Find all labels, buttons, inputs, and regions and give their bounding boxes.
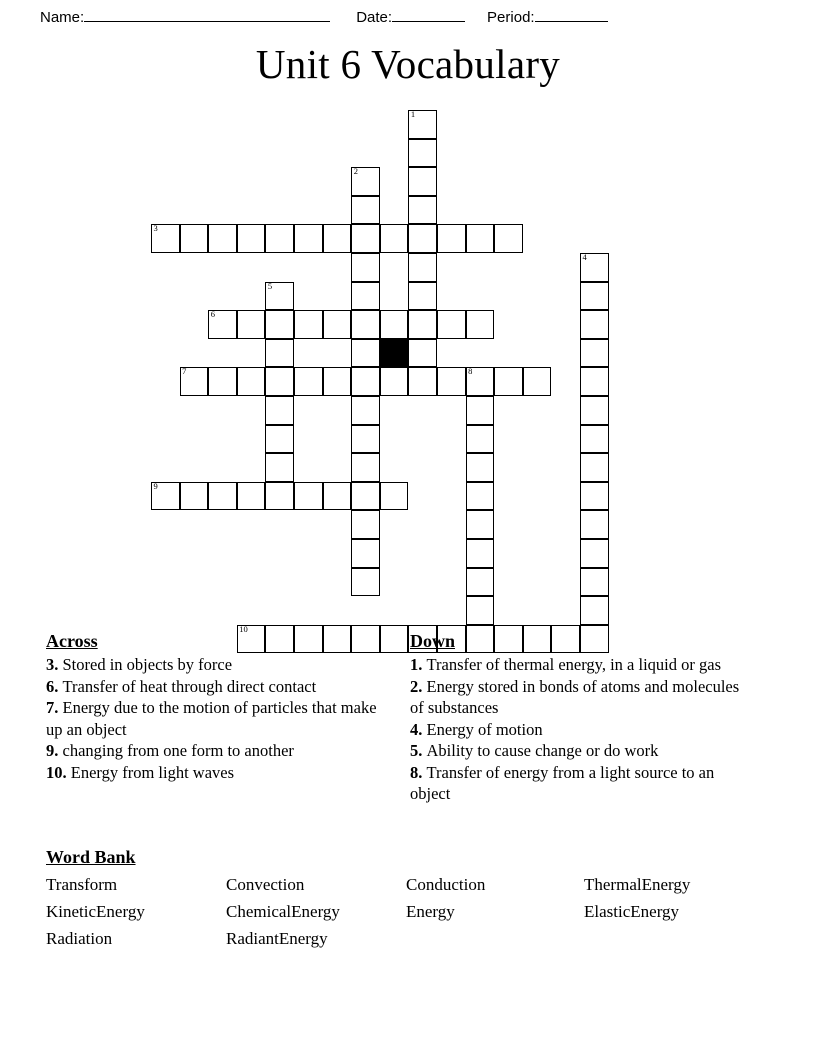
crossword-cell[interactable] (351, 196, 380, 225)
crossword-cell[interactable] (351, 282, 380, 311)
clue-number: 1. (410, 655, 427, 674)
crossword-cell[interactable] (466, 510, 495, 539)
word-bank-word: Conduction (406, 875, 486, 894)
across-heading: Across (46, 631, 98, 651)
page-title: Unit 6 Vocabulary (255, 41, 561, 87)
crossword-cell[interactable] (466, 310, 495, 339)
crossword-cell[interactable] (265, 453, 294, 482)
crossword-cell[interactable] (466, 367, 495, 396)
crossword-cell[interactable] (237, 482, 266, 511)
crossword-cell-number: 2 (353, 166, 358, 177)
crossword-cell[interactable] (408, 110, 437, 139)
crossword-cell[interactable] (466, 568, 495, 597)
clue-text: Energy due to the motion of particles that make up an object (46, 698, 377, 739)
word-bank-word: KineticEnergy (46, 902, 145, 921)
word-bank-word: Transform (46, 875, 118, 894)
crossword-cell-number: 1 (410, 109, 416, 119)
crossword-cell-number: 3 (153, 223, 158, 234)
word-bank-word: ThermalEnergy (584, 875, 691, 894)
crossword-cell[interactable] (180, 224, 209, 253)
crossword-cell[interactable] (580, 339, 609, 368)
crossword-cell[interactable] (351, 253, 380, 282)
crossword-cell[interactable] (408, 282, 437, 311)
crossword-cell[interactable] (265, 367, 294, 396)
crossword-cell[interactable] (580, 367, 609, 396)
clue-item (46, 740, 396, 762)
crossword-cell[interactable] (523, 367, 552, 396)
date-field[interactable] (356, 8, 465, 26)
crossword-cell[interactable] (380, 224, 409, 253)
word-bank-word: Convection (226, 875, 305, 894)
clue-item (46, 654, 396, 676)
crossword-cell-number: 8 (468, 366, 473, 377)
word-bank-empty (584, 925, 764, 952)
crossword-cell[interactable] (408, 196, 437, 225)
clue-item (46, 762, 396, 784)
clue-text: Transfer of heat through direct contact (62, 676, 317, 696)
crossword-cell[interactable] (437, 224, 466, 253)
crossword-cell[interactable] (351, 339, 380, 368)
crossword-cell[interactable] (380, 310, 409, 339)
date-label: Date: (356, 9, 393, 26)
name-label: Name: (40, 9, 85, 26)
across-clues-column (46, 630, 396, 783)
crossword-cell[interactable] (437, 367, 466, 396)
crossword-cell[interactable] (408, 253, 437, 282)
crossword-cell[interactable] (323, 367, 352, 396)
clue-text: Energy stored in bonds of atoms and molecules of substances (410, 676, 740, 717)
clue-number: 3. (46, 655, 63, 674)
crossword-cell-number: 5 (267, 280, 273, 291)
clue-item (410, 676, 755, 719)
date-blank-rule[interactable] (392, 8, 465, 22)
crossword-cell[interactable] (237, 310, 266, 339)
crossword-cell[interactable] (437, 310, 466, 339)
crossword-cell[interactable] (408, 310, 437, 339)
clue-number: 5. (410, 741, 427, 760)
crossword-cell[interactable] (408, 139, 437, 168)
across-clue-list (46, 654, 396, 783)
crossword-cell[interactable] (208, 482, 237, 511)
crossword-cell[interactable] (408, 367, 437, 396)
crossword-cell[interactable] (466, 596, 495, 625)
crossword-cell[interactable] (380, 482, 409, 511)
down-clue-list (410, 654, 755, 805)
word-bank-heading: Word Bank (46, 847, 136, 867)
clue-item (46, 676, 396, 698)
crossword-cell[interactable] (294, 224, 323, 253)
crossword-cell[interactable] (351, 539, 380, 568)
down-heading: Down (410, 631, 456, 651)
crossword-block-cell (380, 339, 409, 368)
crossword-cell[interactable] (580, 568, 609, 597)
crossword-cell[interactable] (580, 482, 609, 511)
name-field[interactable] (40, 8, 330, 26)
crossword-cell[interactable] (208, 310, 237, 339)
word-bank-grid (46, 871, 776, 952)
crossword-cell[interactable] (265, 224, 294, 253)
crossword-cell[interactable] (265, 339, 294, 368)
crossword-cell[interactable] (494, 367, 523, 396)
clue-text: Energy of motion (426, 719, 543, 739)
crossword-cell-number: 10 (239, 623, 248, 634)
crossword-cell[interactable] (351, 310, 380, 339)
crossword-cell[interactable] (265, 425, 294, 454)
crossword-cell[interactable] (208, 224, 237, 253)
crossword-cell[interactable] (580, 310, 609, 339)
crossword-cell-number: 6 (210, 309, 215, 320)
crossword-cell[interactable] (466, 453, 495, 482)
clue-text: Energy from light waves (70, 762, 235, 782)
word-bank-word: ElasticEnergy (584, 902, 680, 921)
clue-item (46, 697, 396, 740)
crossword-cell[interactable] (351, 396, 380, 425)
clues-section (0, 630, 816, 840)
period-blank-rule[interactable] (535, 8, 608, 22)
crossword-cell[interactable] (323, 482, 352, 511)
crossword-cell[interactable] (265, 482, 294, 511)
crossword-cell[interactable] (351, 224, 380, 253)
crossword-cell[interactable] (580, 425, 609, 454)
word-bank-section (46, 845, 776, 952)
crossword-cell[interactable] (294, 367, 323, 396)
crossword-cell[interactable] (237, 224, 266, 253)
crossword-cell[interactable] (323, 310, 352, 339)
worksheet-header (0, 0, 816, 26)
crossword-cell[interactable] (351, 367, 380, 396)
clue-text: Stored in objects by force (62, 655, 233, 674)
crossword-cell[interactable] (351, 568, 380, 597)
clue-item (410, 654, 755, 676)
crossword-cell[interactable] (265, 310, 294, 339)
clue-text: Transfer of thermal energy, in a liquid or gas (426, 655, 721, 674)
crossword-cell-number: 7 (182, 366, 187, 377)
crossword-cell[interactable] (380, 367, 409, 396)
crossword-cell[interactable] (466, 425, 495, 454)
crossword-cell[interactable] (351, 167, 380, 196)
clue-text: Transfer of energy from a light source to an object (410, 762, 715, 803)
clue-number: 2. (410, 676, 427, 696)
crossword-cell[interactable] (580, 282, 609, 311)
word-bank-empty (406, 925, 584, 952)
clue-text: changing from one form to another (62, 741, 294, 760)
crossword-cell[interactable] (466, 539, 495, 568)
crossword-cell[interactable] (580, 596, 609, 625)
crossword-cell[interactable] (208, 367, 237, 396)
crossword-cell[interactable] (408, 167, 437, 196)
crossword-cell-number: 9 (153, 480, 158, 491)
crossword-cell-number: 4 (582, 252, 587, 262)
crossword-cell[interactable] (580, 539, 609, 568)
crossword-cell[interactable] (180, 367, 209, 396)
word-bank-word: Radiation (46, 929, 113, 948)
period-label: Period: (487, 9, 535, 26)
crossword-cell[interactable] (294, 310, 323, 339)
crossword-cell[interactable] (580, 510, 609, 539)
crossword-cell[interactable] (494, 224, 523, 253)
crossword-cell[interactable] (151, 482, 180, 511)
crossword-cell[interactable] (151, 224, 180, 253)
crossword-cell[interactable] (265, 396, 294, 425)
crossword-cell[interactable] (294, 482, 323, 511)
crossword-cell[interactable] (237, 367, 266, 396)
crossword-cell[interactable] (408, 224, 437, 253)
clue-text: Ability to cause change or do work (426, 741, 659, 760)
crossword-cell[interactable] (351, 425, 380, 454)
clue-number: 9. (46, 741, 63, 760)
crossword-cell[interactable] (580, 453, 609, 482)
crossword-cell[interactable] (408, 339, 437, 368)
word-bank-word: Energy (406, 902, 455, 921)
clue-number: 6. (46, 676, 63, 696)
clue-number: 7. (46, 698, 63, 717)
crossword-grid[interactable] (151, 109, 611, 634)
clue-item (410, 740, 755, 762)
crossword-cell[interactable] (180, 482, 209, 511)
clue-number: 4. (410, 719, 427, 739)
name-blank-rule[interactable] (84, 8, 330, 22)
clue-item (410, 719, 755, 741)
period-field[interactable] (487, 8, 608, 26)
crossword-cell[interactable] (466, 396, 495, 425)
crossword-cell[interactable] (351, 453, 380, 482)
crossword-cell[interactable] (265, 282, 294, 311)
crossword-cell[interactable] (351, 510, 380, 539)
down-clues-column (410, 630, 755, 805)
crossword-cell[interactable] (323, 224, 352, 253)
word-bank-word: ChemicalEnergy (226, 902, 340, 921)
crossword-cell[interactable] (580, 396, 609, 425)
clue-number: 10. (46, 762, 71, 782)
clue-number: 8. (410, 762, 427, 782)
crossword-cell[interactable] (351, 482, 380, 511)
word-bank-word: RadiantEnergy (226, 929, 328, 948)
crossword-cell[interactable] (466, 224, 495, 253)
clue-item (410, 762, 755, 805)
crossword-cell[interactable] (466, 482, 495, 511)
crossword-cell[interactable] (580, 253, 609, 282)
